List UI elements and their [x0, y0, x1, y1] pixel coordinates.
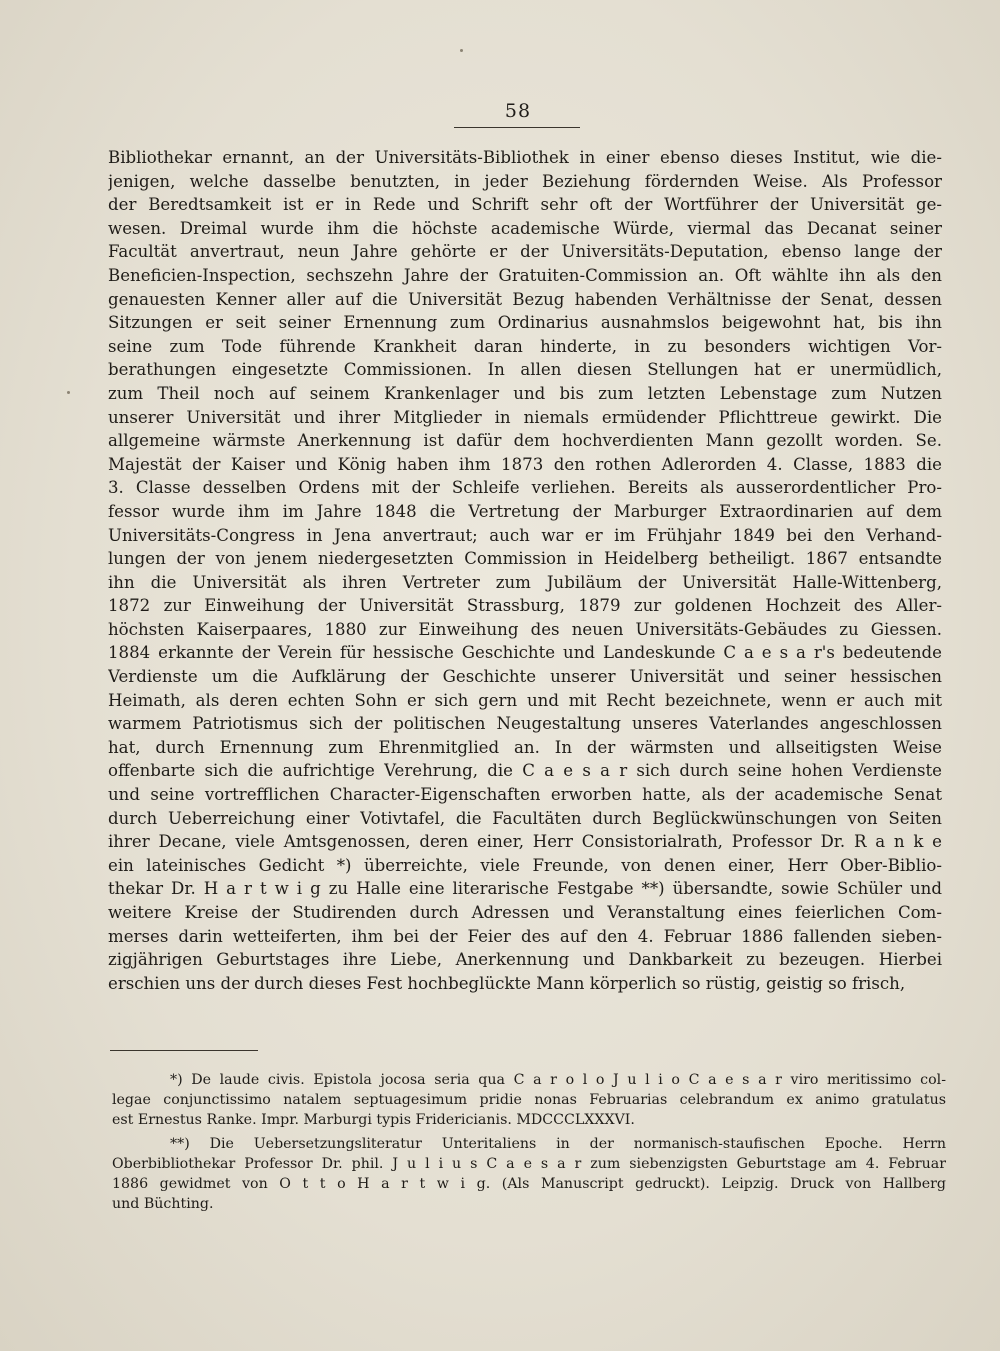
footnote-rule: [110, 1050, 258, 1051]
paper-speck: [460, 49, 463, 52]
body-line: höchsten Kaiserpaares, 1880 zur Einweihung des neuen Universitäts-Gebäudes zu Giessen.: [108, 619, 942, 639]
footnote-line: Oberbibliothekar Professor Dr. phil. J u l i u s C a e s a r zum siebenzigsten Geburtstage am 4. Februar: [112, 1156, 946, 1172]
body-line: seine zum Tode führende Krankheit daran hinderte, in zu besonders wichtigen Vor-: [108, 336, 942, 356]
header-rule: [454, 127, 580, 128]
body-line: Majestät der Kaiser und König haben ihm 1873 den rothen Adlerorden 4. Classe, 1883 die: [108, 454, 942, 474]
body-line: weitere Kreise der Studirenden durch Adressen und Veranstaltung eines feierlichen Com-: [108, 903, 942, 922]
body-line: allgemeine wärmste Anerkennung ist dafür dem hochverdienten Mann gezollt worden. Se.: [108, 431, 942, 451]
page-number: 58: [504, 100, 532, 122]
body-line: Verdienste um die Aufklärung der Geschichte unserer Universität und seiner hessischen: [108, 667, 942, 687]
body-line: Heimath, als deren echten Sohn er sich gern und mit Recht bezeichnete, wenn er auch mit: [108, 690, 942, 710]
body-line: berathungen eingesetzte Commissionen. In allen diesen Stellungen hat er unermüdlich,: [108, 360, 942, 380]
body-line: der Beredtsamkeit ist er in Rede und Schrift sehr oft der Wortführer der Universität ge-: [108, 195, 942, 215]
body-line: 1884 erkannte der Verein für hessische Geschichte und Landeskunde C a e s a r's bedeutende: [108, 643, 942, 663]
footnote-line: und Büchting.: [112, 1196, 214, 1212]
body-line: und seine vortrefflichen Character-Eigenschaften erworben hatte, als der academische Senat: [108, 785, 942, 805]
body-line: durch Ueberreichung einer Votivtafel, die Facultäten durch Beglückwünschungen von Seiten: [108, 808, 942, 828]
body-line: jenigen, welche dasselbe benutzten, in jeder Beziehung fördernden Weise. Als Professor: [108, 171, 942, 191]
footnote-line: *) De laude civis. Epistola jocosa seria qua C a r o l o J u l i o C a e s a r viro meritissimo col-: [170, 1072, 946, 1088]
footnotes: [112, 1070, 946, 1218]
footnote-1: [112, 1070, 946, 1130]
body-line: zum Theil noch auf seinem Krankenlager und bis zum letzten Lebenstage zum Nutzen: [108, 383, 942, 403]
body-line: Facultät anvertraut, neun Jahre gehörte er der Universitäts-Deputation, ebenso lange der: [108, 242, 942, 262]
body-line: 1872 zur Einweihung der Universität Strassburg, 1879 zur goldenen Hochzeit des Aller-: [108, 596, 942, 616]
body-line: thekar Dr. H a r t w i g zu Halle eine literarische Festgabe **) übersandte, sowie Schüler und: [108, 879, 942, 899]
body-line: erschien uns der durch dieses Fest hochbeglückte Mann körperlich so rüstig, geistig so frisch,: [108, 973, 906, 993]
footnote-2: [112, 1134, 946, 1214]
body-line: warmem Patriotismus sich der politischen Neugestaltung unseres Vaterlandes angeschlossen: [108, 714, 942, 734]
body-line: wesen. Dreimal wurde ihm die höchste academische Würde, viermal das Decanat seiner: [108, 218, 942, 238]
body-line: lungen der von jenem niedergesetzten Commission in Heidelberg betheiligt. 1867 entsandte: [108, 549, 942, 569]
footnote-line: **) Die Uebersetzungsliteratur Unteritaliens in der normanisch-staufischen Epoche. Herrn: [170, 1136, 946, 1152]
footnote-line: 1886 gewidmet von O t t o H a r t w i g. (Als Manuscript gedruckt). Leipzig. Druck von Hallberg: [112, 1176, 946, 1192]
body-line: unserer Universität und ihrer Mitglieder in niemals ermüdender Pflichttreue gewirkt. Die: [108, 407, 942, 427]
body-line: fessor wurde ihm im Jahre 1848 die Vertretung der Marburger Extraordinarien auf dem: [108, 501, 942, 521]
body-line: Bibliothekar ernannt, an der Universitäts-Bibliothek in einer ebenso dieses Institut, wie die-: [108, 148, 942, 167]
body-line: Beneficien-Inspection, sechszehn Jahre der Gratuiten-Commission an. Oft wählte ihn als den: [108, 265, 942, 285]
body-line: ihrer Decane, viele Amtsgenossen, deren einer, Herr Consistorialrath, Professor Dr. R a n k e: [108, 832, 942, 852]
body-line: merses darin wetteiferten, ihm bei der Feier des auf den 4. Februar 1886 fallenden sieben-: [108, 926, 942, 946]
body-line: Sitzungen er seit seiner Ernennung zum Ordinarius ausnahmslos beigewohnt hat, bis ihn: [108, 313, 942, 333]
body-line: offenbarte sich die aufrichtige Verehrung, die C a e s a r sich durch seine hohen Verdienste: [108, 761, 942, 781]
body-text: [108, 146, 942, 995]
body-line: ihn die Universität als ihren Vertreter zum Jubiläum der Universität Halle-Wittenberg,: [108, 572, 942, 592]
body-line: ein lateinisches Gedicht *) überreichte, viele Freunde, von denen einer, Herr Ober-Biblio-: [108, 855, 942, 875]
body-line: Universitäts-Congress in Jena anvertraut; auch war er im Frühjahr 1849 bei den Verhand-: [108, 525, 942, 545]
paper-speck: [67, 391, 70, 394]
body-line: 3. Classe desselben Ordens mit der Schleife verliehen. Bereits als ausserordentlicher Pro-: [108, 478, 942, 498]
footnote-line: est Ernestus Ranke. Impr. Marburgi typis Fridericianis. MDCCCLXXXVI.: [112, 1112, 635, 1128]
body-line: hat, durch Ernennung zum Ehrenmitglied an. In der wärmsten und allseitigsten Weise: [108, 737, 942, 757]
body-line: genauesten Kenner aller auf die Universität Bezug habenden Verhältnisse der Senat, dessen: [108, 289, 942, 309]
footnote-line: legae conjunctissimo natalem septuagesimum pridie nonas Februarias celebrandum ex animo gratulatus: [112, 1092, 946, 1108]
body-line: zigjährigen Geburtstages ihre Liebe, Anerkennung und Dankbarkeit zu bezeugen. Hierbei: [108, 950, 942, 970]
